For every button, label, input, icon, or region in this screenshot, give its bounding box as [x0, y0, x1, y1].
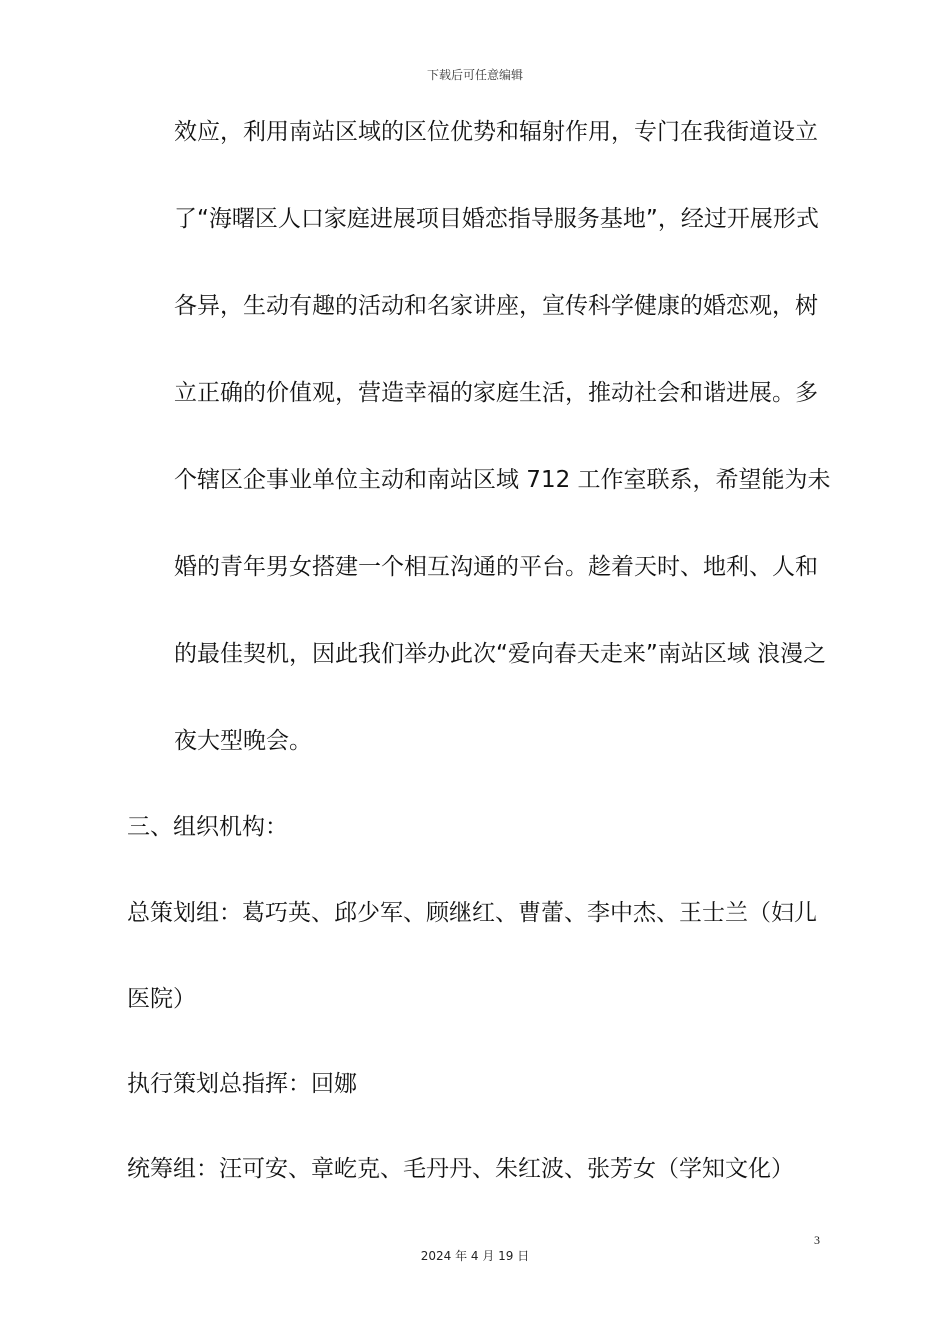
paragraph-line: 个辖区企事业单位主动和南站区域 712 工作室联系，希望能为未: [174, 467, 831, 493]
paragraph-line: 的最佳契机，因此我们举办此次“爱向春天走来”南站区域 浪漫之: [174, 641, 827, 667]
footer-date: 2024 年 4 月 19 日: [420, 1249, 530, 1263]
section-line: 执行策划总指挥：回娜: [127, 1071, 357, 1097]
paragraph-line: 效应，利用南站区域的区位优势和辐射作用，专门在我街道设立: [174, 119, 818, 145]
paragraph-line: 了“海曙区人口家庭进展项目婚恋指导服务基地”，经过开展形式: [174, 206, 819, 232]
paragraph-line: 各异，生动有趣的活动和名家讲座，宣传科学健康的婚恋观，树: [174, 293, 818, 319]
paragraph-line: 婚的青年男女搭建一个相互沟通的平台。趁着天时、地利、人和: [174, 554, 818, 580]
paragraph-line: 立正确的价值观，营造幸福的家庭生活，推动社会和谐进展。多: [174, 380, 818, 406]
page-number: 3: [814, 1233, 820, 1247]
section-heading: 三、组织机构：: [127, 814, 288, 840]
section-line: 总策划组：葛巧英、邱少军、顾继红、曹蕾、李中杰、王士兰（妇儿: [127, 900, 817, 926]
section-line: 医院）: [127, 986, 196, 1012]
paragraph-line: 夜大型晚会。: [174, 728, 312, 754]
page-header: 下载后可任意编辑: [426, 68, 523, 82]
section-line: 统筹组：汪可安、章屹克、毛丹丹、朱红波、张芳女（学知文化）: [127, 1156, 794, 1182]
